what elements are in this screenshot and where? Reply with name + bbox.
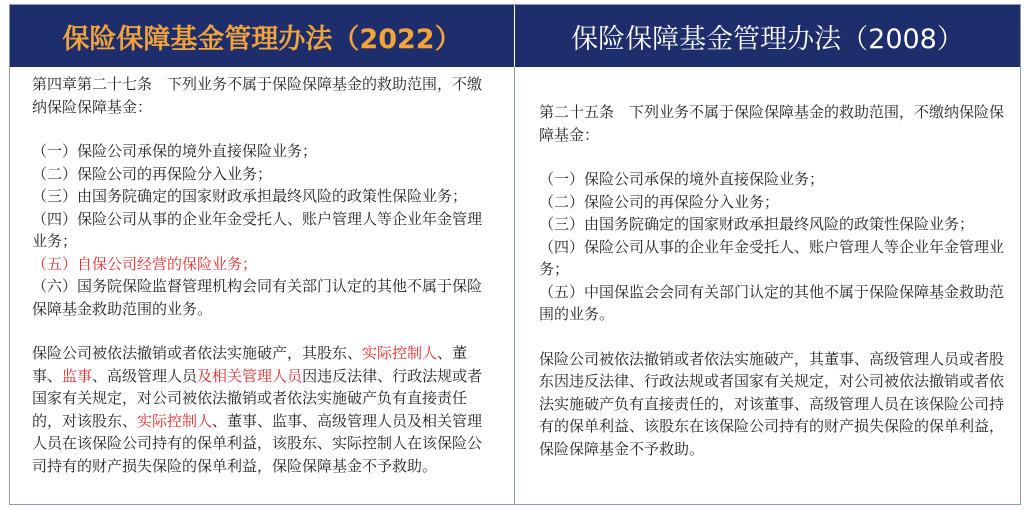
header-2008: 保险保障基金管理办法（2008） xyxy=(515,5,1020,67)
highlight-text: 及相关管理人员 xyxy=(197,366,303,385)
list-item: （一）保险公司承保的境外直接保险业务； xyxy=(539,170,825,188)
article-intro: 第二十五条 下列业务不属于保险保障基金的救助范围，不缴纳保险保障基金： xyxy=(539,103,1005,144)
header-2022: 保险保障基金管理办法（2022） xyxy=(10,5,515,67)
list-item: （四）保险公司从事的企业年金受托人、账户管理人等企业年金管理业务； xyxy=(539,237,1005,278)
list-item-highlighted: （五）自保公司经营的保险业务； xyxy=(32,254,258,273)
text-run: 因违反法律、行政法规或者国家有关规定，对公司被依法撤销或者依法实施破产负有直接责任的，对该股东、 xyxy=(32,366,483,430)
text-run: 、高级管理人员 xyxy=(92,366,198,385)
text-run: 、董事、 xyxy=(32,344,468,385)
highlight-text: 监事 xyxy=(62,366,93,385)
list-item: （一）保险公司承保的境外直接保险业务； xyxy=(32,142,318,160)
liability-paragraph: 保险公司被依法撤销或者依法实施破产，其董事、高级管理人员或者股东因违反法律、行政法规或者国家有关规定，对公司被依法撤销或者依法实施破产负有直接责任的，对该董事、高级管理人员在该保险公司持有的保单利益、该股东在该保险公司持有的财产损失保险的保单利益，保险保障基金不予救助。 xyxy=(539,349,1005,458)
comparison-table xyxy=(9,4,1021,505)
highlight-text: 实际控制人 xyxy=(362,344,438,362)
article-intro: 第四章第二十七条 下列业务不属于保险保障基金的救助范围，不缴纳保险保障基金： xyxy=(32,75,483,116)
list-item: （三）由国务院确定的国家财政承担最终风险的政策性保险业务； xyxy=(539,215,975,233)
list-item: （二）保险公司的再保险分入业务； xyxy=(32,164,273,183)
text-run: 保险公司被依法撤销或者依法实施破产，其股东、 xyxy=(32,344,363,362)
highlight-text: 实际控制人 xyxy=(137,411,213,430)
list-item: （二）保险公司的再保险分入业务； xyxy=(539,192,780,211)
list-item: （三）由国务院确定的国家财政承担最终风险的政策性保险业务； xyxy=(32,187,468,205)
list-item: （四）保险公司从事的企业年金受托人、账户管理人等企业年金管理业务； xyxy=(32,209,483,250)
list-item: （五）中国保监会会同有关部门认定的其他不属于保险保障基金救助范围的业务。 xyxy=(539,282,1005,323)
liability-paragraph xyxy=(32,342,496,477)
list-item: （六）国务院保险监督管理机构会同有关部门认定的其他不属于保险保障基金救助范围的业务。 xyxy=(32,277,483,318)
text-run: 、董事、监事、高级管理人员及相关管理人员在该保险公司持有的保单利益，该股东、实际控制人在该保险公司持有的财产损失保险的保单利益，保险保障基金不予救助。 xyxy=(32,411,483,475)
column-2022 xyxy=(10,67,515,504)
column-2008 xyxy=(515,67,1020,504)
